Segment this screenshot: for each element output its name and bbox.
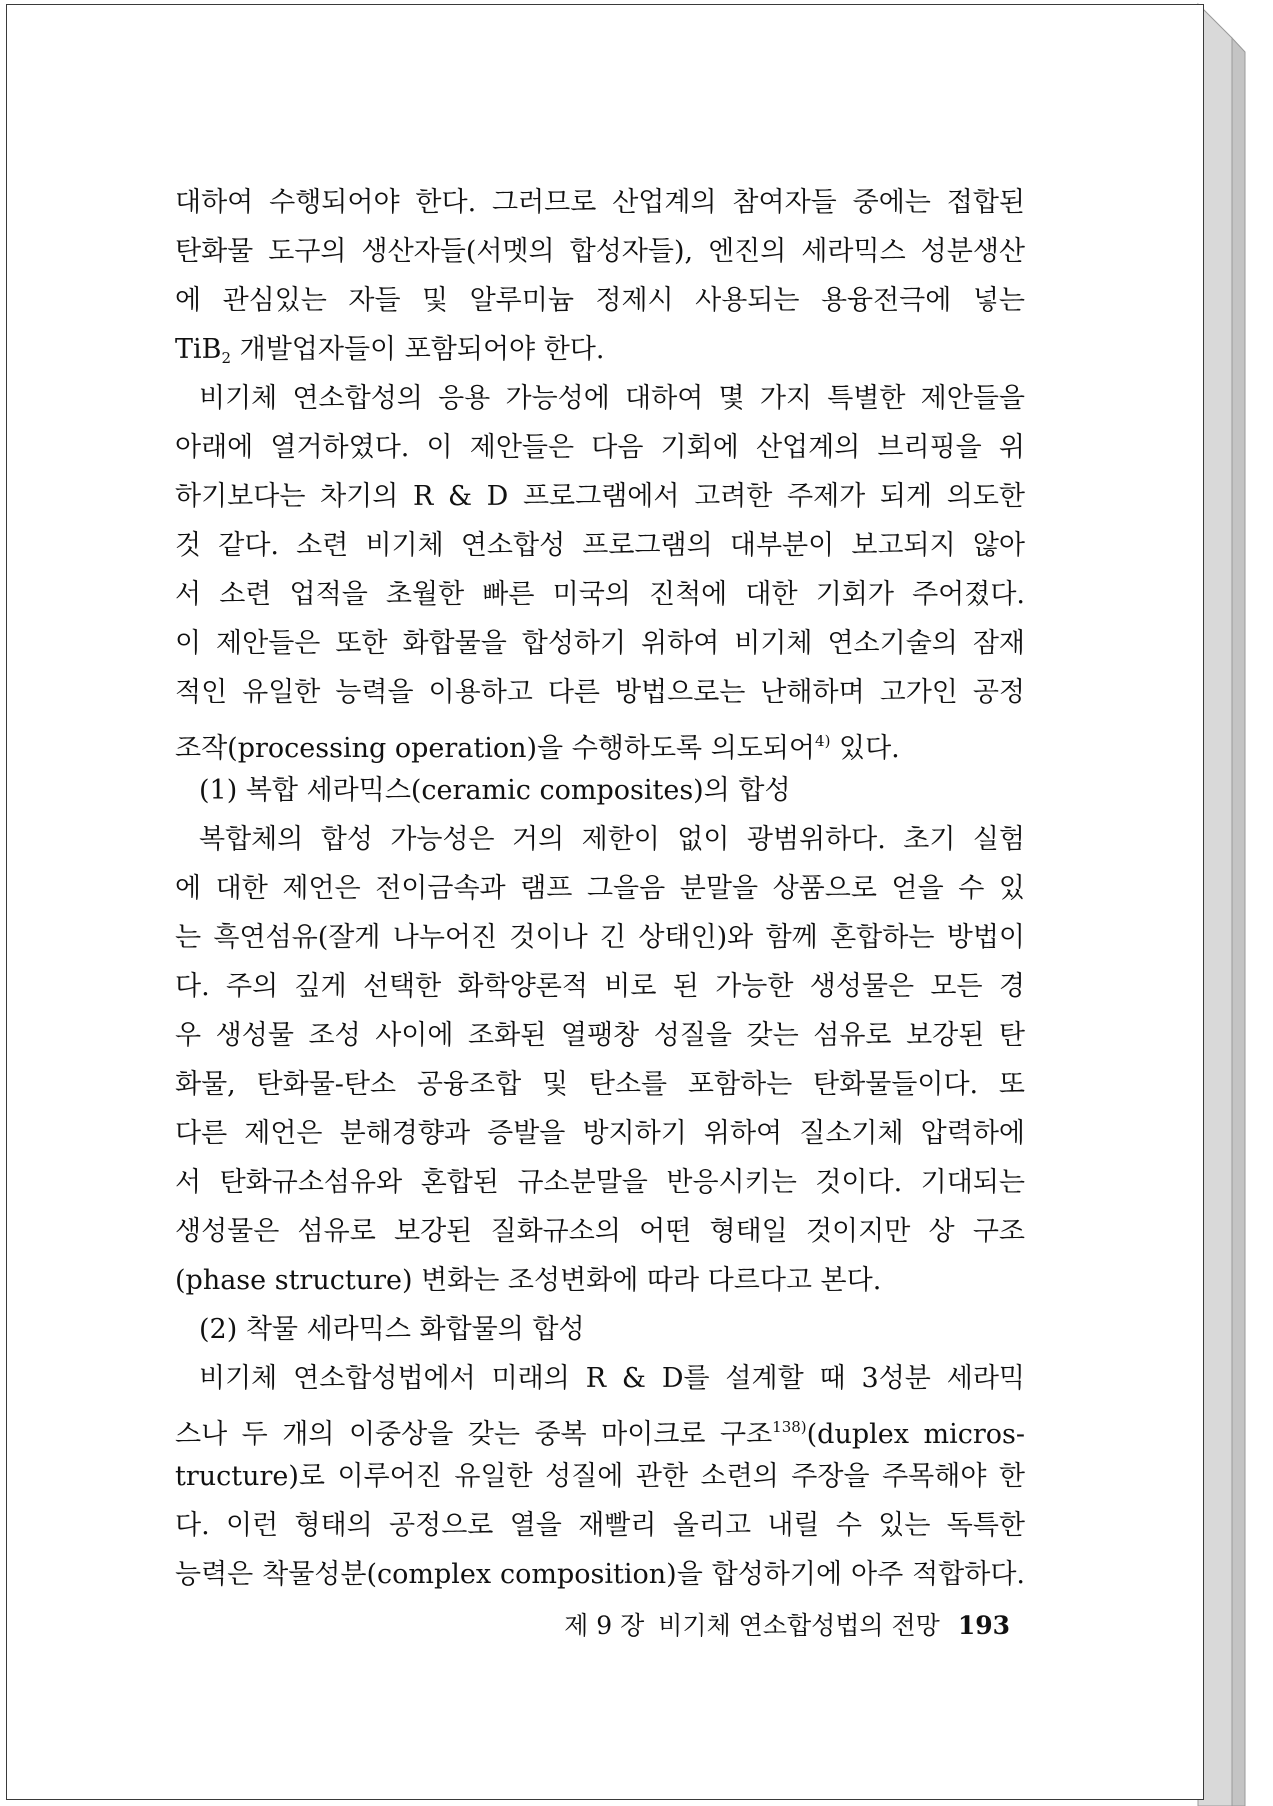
page-body bbox=[175, 178, 1025, 1599]
text-line: 아래에 열거하였다. 이 제안들은 다음 기회에 산업계의 브리핑을 위 bbox=[175, 432, 1025, 463]
text-fragment: 조작(processing operation)을 수행하도록 의도되어 bbox=[175, 733, 816, 764]
text-line: 비기체 연소합성법에서 미래의 R & D를 설계할 때 3성분 세라믹 bbox=[199, 1363, 1025, 1394]
section-heading-1: (1) 복합 세라믹스(ceramic composites)의 합성 bbox=[199, 775, 791, 806]
chapter-label: 제 9 장 bbox=[564, 1611, 645, 1640]
text-line: 복합체의 합성 가능성은 거의 제한이 없이 광범위하다. 초기 실험 bbox=[199, 824, 1025, 855]
text-line: 우 생성물 조성 사이에 조화된 열팽창 성질을 갖는 섬유로 보강된 탄 bbox=[175, 1020, 1025, 1051]
paragraph-3 bbox=[175, 815, 1025, 1305]
text-line bbox=[175, 717, 1025, 766]
text-line: 다. 주의 깊게 선택한 화학양론적 비로 된 가능한 생성물은 모든 경 bbox=[175, 971, 1025, 1002]
text-line: 화물, 탄화물-탄소 공융조합 및 탄소를 포함하는 탄화물들이다. 또 bbox=[175, 1069, 1025, 1100]
paragraph-4 bbox=[175, 1354, 1025, 1599]
text-line: 탄화물 도구의 생산자들(서멧의 합성자들), 엔진의 세라믹스 성분생산 bbox=[175, 236, 1025, 267]
text-line: 대하여 수행되어야 한다. 그러므로 산업계의 참여자들 중에는 접합된 bbox=[175, 187, 1025, 218]
text-fragment: 있다. bbox=[830, 733, 900, 764]
text-line: 에 관심있는 자들 및 알루미늄 정제시 사용되는 용융전극에 넣는 bbox=[175, 285, 1025, 316]
footnote-ref: 138) bbox=[772, 1418, 807, 1436]
text-line: 적인 유일한 능력을 이용하고 다른 방법으로는 난해하며 고가인 공정 bbox=[175, 677, 1025, 708]
subscript: 2 bbox=[221, 349, 232, 367]
text-line: 하기보다는 차기의 R & D 프로그램에서 고려한 주제가 되게 의도한 bbox=[175, 481, 1025, 512]
text-line: 에 대한 제언은 전이금속과 램프 그을음 분말을 상품으로 얻을 수 있 bbox=[175, 873, 1025, 904]
text-line: 는 흑연섬유(잘게 나누어진 것이나 긴 상태인)와 함께 혼합하는 방법이 bbox=[175, 922, 1025, 953]
text-line: 서 소련 업적을 초월한 빠른 미국의 진척에 대한 기회가 주어졌다. bbox=[175, 579, 1025, 610]
text-line: 다. 이런 형태의 공정으로 열을 재빨리 올리고 내릴 수 있는 독특한 bbox=[175, 1510, 1025, 1541]
text-fragment: 스나 두 개의 이중상을 갖는 중복 마이크로 구조 bbox=[175, 1419, 773, 1450]
footnote-ref: 4) bbox=[815, 732, 831, 750]
running-footer bbox=[560, 1606, 1010, 1642]
text-fragment: TiB bbox=[175, 334, 222, 365]
chapter-title: 비기체 연소합성법의 전망 bbox=[658, 1611, 940, 1640]
paragraph-1 bbox=[175, 178, 1025, 374]
text-line: tructure)로 이루어진 유일한 성질에 관한 소련의 주장을 주목해야 한 bbox=[175, 1461, 1025, 1492]
text-line: 이 제안들은 또한 화합물을 합성하기 위하여 비기체 연소기술의 잠재 bbox=[175, 628, 1025, 659]
text-fragment: (duplex micros- bbox=[806, 1419, 1025, 1450]
text-line bbox=[175, 1403, 1025, 1452]
text-line: 서 탄화규소섬유와 혼합된 규소분말을 반응시키는 것이다. 기대되는 bbox=[175, 1167, 1025, 1198]
paragraph-2 bbox=[175, 374, 1025, 766]
text-line: 다른 제언은 분해경향과 증발을 방지하기 위하여 질소기체 압력하에 bbox=[175, 1118, 1025, 1149]
page-number: 193 bbox=[957, 1611, 1010, 1640]
text-line: 것 같다. 소련 비기체 연소합성 프로그램의 대부분이 보고되지 않아 bbox=[175, 530, 1025, 561]
text-line bbox=[175, 325, 1025, 374]
text-line: 능력은 착물성분(complex composition)을 합성하기에 아주 적합하다. bbox=[175, 1559, 1025, 1590]
text-line: 생성물은 섬유로 보강된 질화규소의 어떤 형태일 것이지만 상 구조 bbox=[175, 1216, 1025, 1247]
text-line: 비기체 연소합성의 응용 가능성에 대하여 몇 가지 특별한 제안들을 bbox=[199, 383, 1025, 414]
text-line: (phase structure) 변화는 조성변화에 따라 다르다고 본다. bbox=[175, 1265, 882, 1296]
text-fragment: 개발업자들이 포함되어야 한다. bbox=[231, 334, 605, 365]
section-heading-2: (2) 착물 세라믹스 화합물의 합성 bbox=[199, 1314, 585, 1345]
